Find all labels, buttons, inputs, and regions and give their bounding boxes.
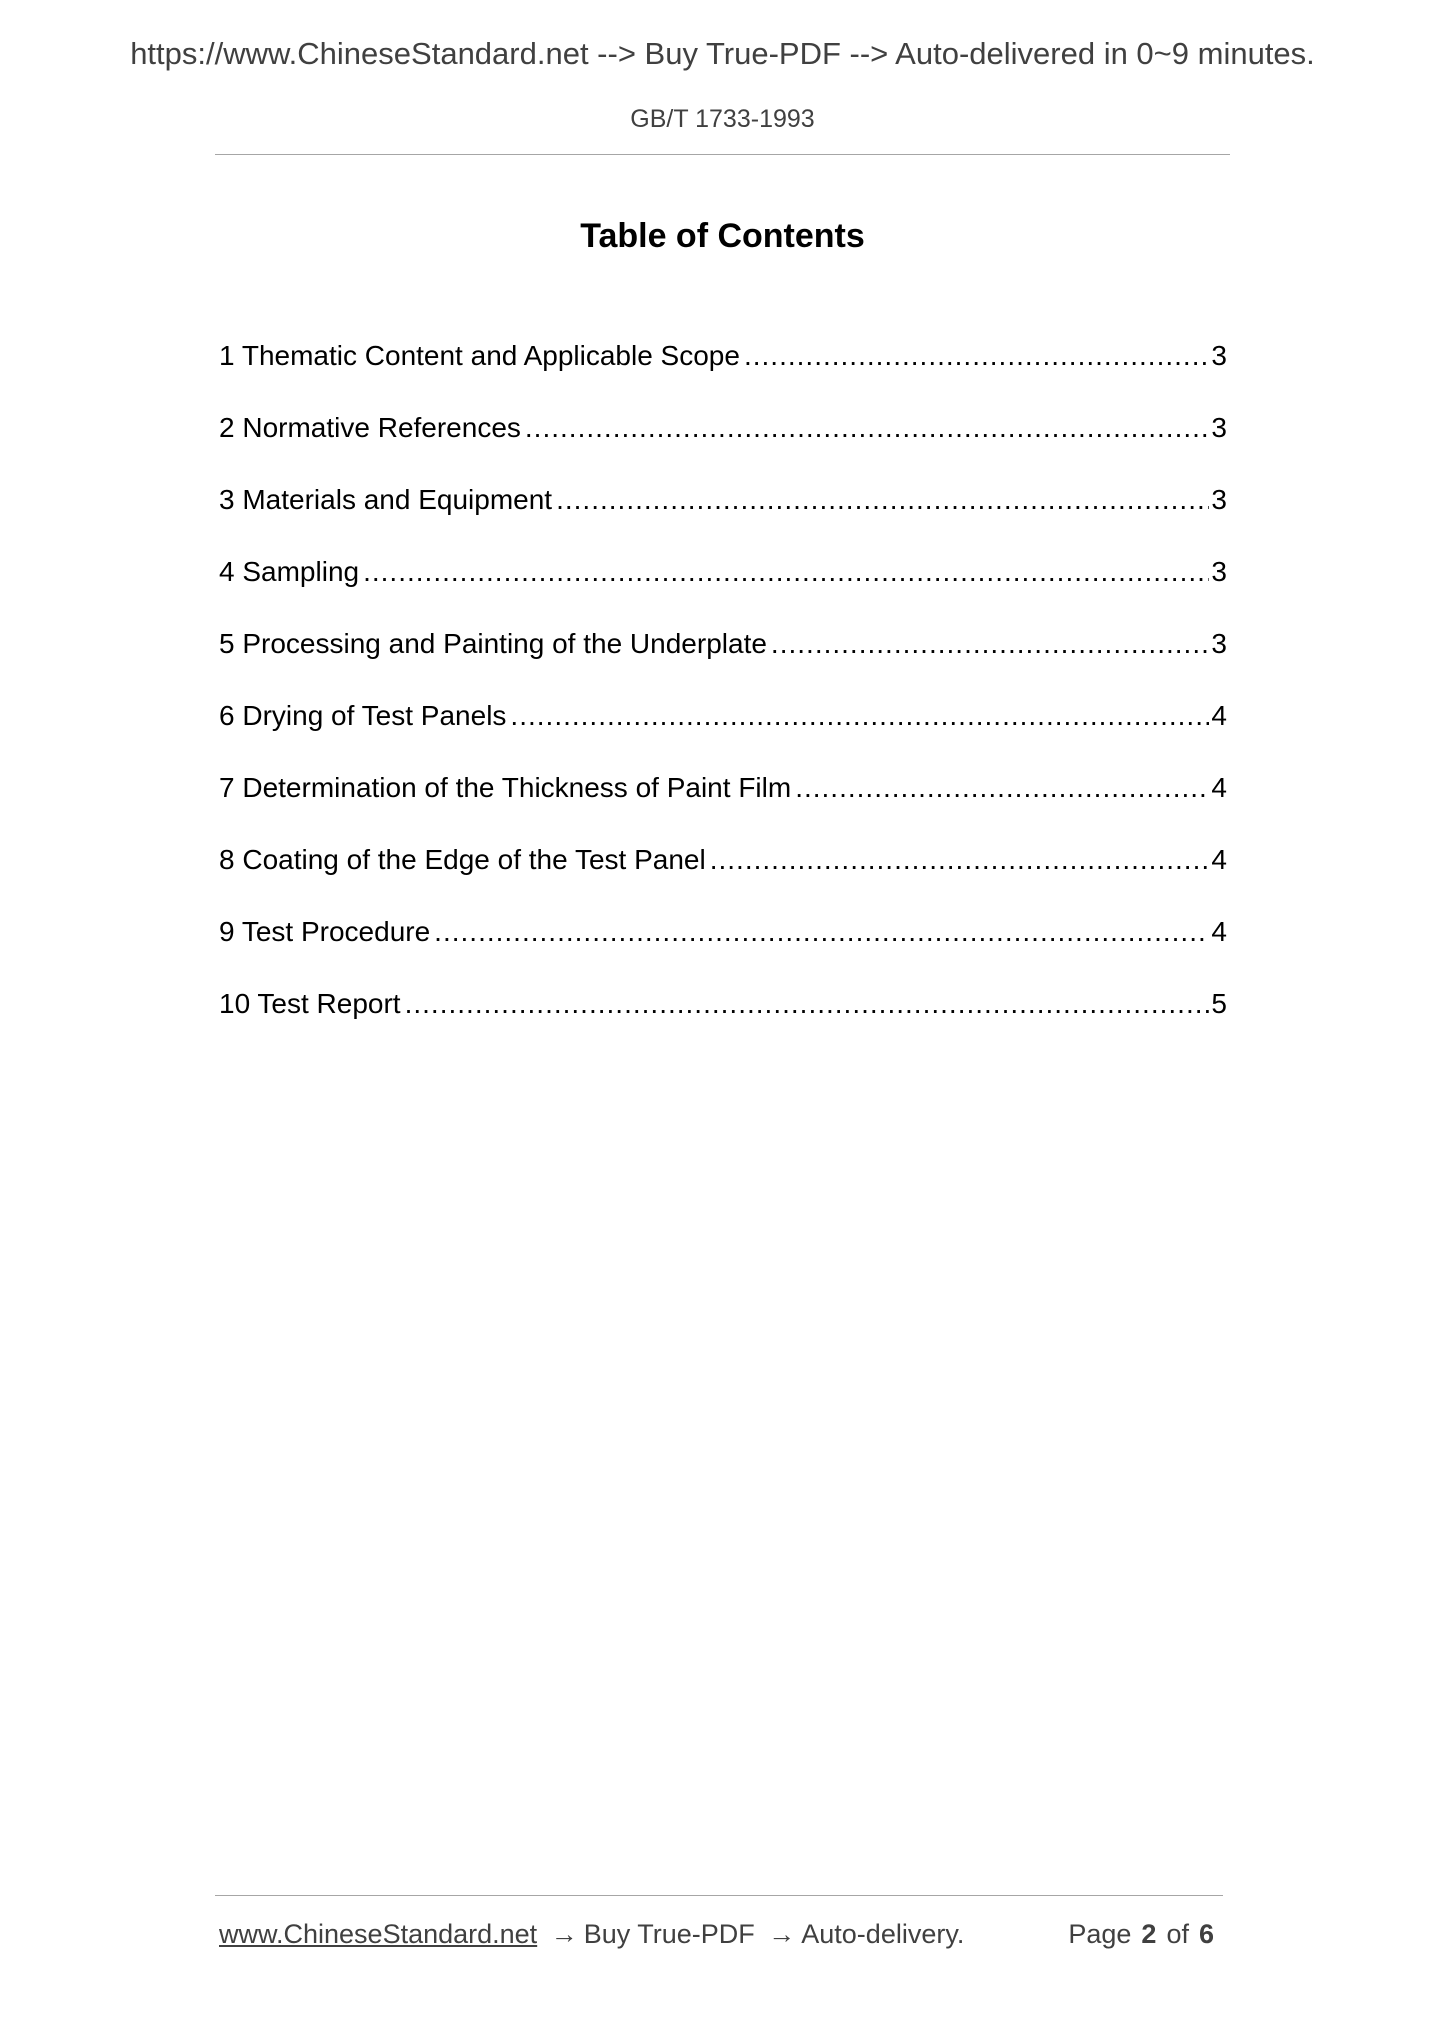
toc-dot-leader [434, 915, 1209, 949]
toc-dot-leader [510, 699, 1209, 733]
table-of-contents [219, 339, 1227, 1059]
toc-entry[interactable] [219, 555, 1227, 627]
toc-entry[interactable] [219, 699, 1227, 771]
document-code: GB/T 1733-1993 [630, 105, 815, 133]
toc-dot-leader [556, 483, 1209, 517]
toc-entry-page: 3 [1211, 484, 1227, 515]
toc-entry[interactable] [219, 771, 1227, 843]
buy-true-pdf-text: Buy True-PDF [583, 1919, 755, 1949]
header-divider [215, 154, 1230, 155]
toc-entry-label: 4 Sampling [219, 556, 360, 587]
toc-entry-page: 3 [1211, 628, 1227, 659]
toc-entry[interactable] [219, 843, 1227, 915]
toc-entry[interactable] [219, 483, 1227, 555]
toc-entry-label: 3 Materials and Equipment [219, 484, 553, 515]
toc-dot-leader [771, 627, 1210, 661]
toc-title: Table of Contents [580, 217, 865, 255]
header-banner: https://www.ChineseStandard.net --> Buy True-PDF --> Auto-delivered in 0~9 minutes. [130, 36, 1315, 71]
toc-dot-leader [363, 555, 1209, 589]
of-word: of [1166, 1919, 1189, 1949]
page-word: Page [1068, 1919, 1132, 1949]
toc-entry-page: 3 [1211, 340, 1227, 371]
toc-dot-leader [405, 987, 1210, 1021]
toc-entry-page: 3 [1211, 412, 1227, 443]
toc-dot-leader [710, 843, 1210, 877]
toc-entry[interactable] [219, 411, 1227, 483]
toc-entry[interactable] [219, 339, 1227, 411]
footer-divider [215, 1895, 1223, 1896]
auto-delivery-text: Auto-delivery. [801, 1919, 965, 1949]
toc-entry-label: 7 Determination of the Thickness of Paint Film [219, 772, 792, 803]
arrow-right-icon: → [550, 1919, 578, 1949]
page-indicator [1068, 1921, 1224, 1948]
toc-dot-leader [795, 771, 1209, 805]
current-page-number: 2 [1141, 1919, 1157, 1949]
toc-entry-page: 4 [1211, 844, 1227, 875]
toc-entry-page: 4 [1211, 700, 1227, 731]
toc-entry-page: 4 [1211, 772, 1227, 803]
website-link[interactable]: www.ChineseStandard.net [219, 1919, 538, 1949]
toc-entry-label: 9 Test Procedure [219, 916, 431, 947]
toc-dot-leader [525, 411, 1210, 445]
toc-entry-label: 10 Test Report [219, 988, 401, 1019]
toc-entry-label: 5 Processing and Painting of the Underplate [219, 628, 767, 659]
total-page-count: 6 [1198, 1919, 1214, 1949]
footer-links [219, 1921, 964, 1948]
toc-entry[interactable] [219, 987, 1227, 1059]
toc-entry-label: 1 Thematic Content and Applicable Scope [219, 340, 740, 371]
toc-dot-leader [744, 339, 1209, 373]
toc-entry-label: 8 Coating of the Edge of the Test Panel [219, 844, 706, 875]
toc-entry-page: 5 [1211, 988, 1227, 1019]
arrow-right-icon: → [768, 1919, 796, 1949]
toc-entry-label: 6 Drying of Test Panels [219, 700, 507, 731]
toc-entry-page: 3 [1211, 556, 1227, 587]
toc-entry-label: 2 Normative References [219, 412, 521, 443]
toc-entry-page: 4 [1211, 916, 1227, 947]
toc-entry[interactable] [219, 627, 1227, 699]
toc-entry[interactable] [219, 915, 1227, 987]
